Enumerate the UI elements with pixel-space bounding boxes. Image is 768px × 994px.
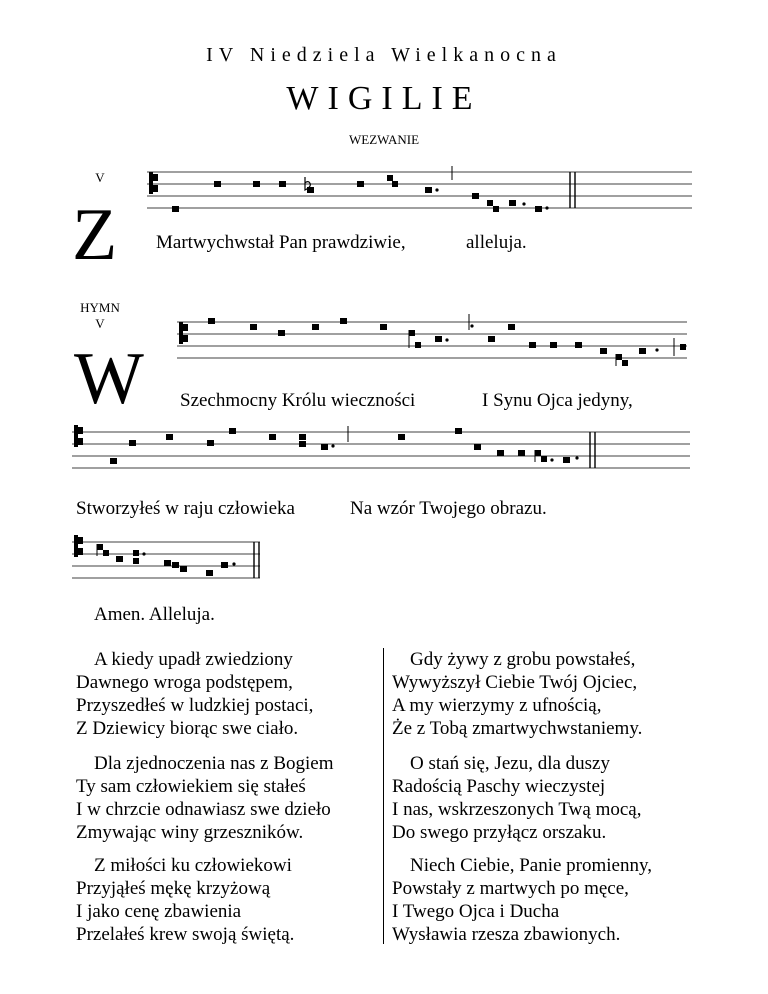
- stanza-line: Niech Ciebie, Panie promienny,: [410, 855, 653, 876]
- stanza-line: I jako cenę zbawienia: [76, 901, 242, 922]
- stanza-left-3: [76, 854, 294, 946]
- invitatory-text-2: alleluja.: [466, 232, 527, 253]
- stanza-line: I Twego Ojca i Ducha: [392, 901, 560, 922]
- column-divider: [383, 648, 384, 944]
- invitatory-initial: Z: [72, 194, 118, 276]
- stanza-line: Dla zjednoczenia nas z Bogiem: [94, 753, 334, 774]
- hymn-initial: W: [74, 338, 144, 420]
- hymn-amen: Amen. Alleluja.: [94, 604, 215, 625]
- invitatory-mode: V: [95, 170, 105, 185]
- stanza-line: I nas, wskrzeszonych Twą mocą,: [392, 799, 642, 820]
- stanza-line: O stań się, Jezu, dla duszy: [410, 753, 610, 774]
- stanza-line: Radością Paschy wieczystej: [392, 776, 606, 797]
- stanza-line: Wywyższył Ciebie Twój Ojciec,: [392, 672, 638, 693]
- hymn-staff-3: [72, 530, 264, 590]
- stanza-left-1: [76, 648, 313, 740]
- feast-title: IV Niedziela Wielkanocna: [206, 44, 562, 66]
- stanza-line: Z Dziewicy biorąc swe ciało.: [76, 718, 299, 739]
- stanza-right-2: [392, 752, 641, 844]
- stanza-line: Ty sam człowiekiem się stałeś: [76, 776, 306, 797]
- stanza-line: Przyjąłeś mękę krzyżową: [76, 878, 271, 899]
- stanza-line: Z miłości ku człowiekowi: [94, 855, 292, 876]
- stanza-line: Zmywając winy grzeszników.: [76, 822, 304, 843]
- hymn-label: HYMN: [80, 300, 120, 315]
- stanza-line: Przyszedłeś w ludzkiej postaci,: [76, 695, 314, 716]
- stanza-line: Przelałeś krew swoją świętą.: [76, 924, 295, 945]
- stanza-line: Że z Tobą zmartwychwstaniemy.: [392, 718, 643, 739]
- hymn-line1-b: I Synu Ojca jedyny,: [482, 390, 633, 411]
- stanza-line: A my wierzymy z ufnością,: [392, 695, 602, 716]
- stanza-line: Dawnego wroga podstępem,: [76, 672, 293, 693]
- stanza-line: Wysławia rzesza zbawionych.: [392, 924, 621, 945]
- stanza-line: Gdy żywy z grobu powstałeś,: [410, 649, 636, 670]
- stanza-line: I w chrzcie odnawiasz swe dzieło: [76, 799, 331, 820]
- hymn-line1-a: Szechmocny Królu wieczności: [180, 390, 416, 411]
- stanza-right-3: [392, 854, 652, 946]
- hymn-line2-a: Stworzyłeś w raju człowieka: [76, 498, 295, 519]
- stanza-line: A kiedy upadł zwiedziony: [94, 649, 293, 670]
- stanza-line: Powstały z martwych po męce,: [392, 878, 629, 899]
- hymn-line2-b: Na wzór Twojego obrazu.: [350, 498, 547, 519]
- stanza-left-2: [76, 752, 334, 844]
- invitatory-staff: [147, 160, 695, 220]
- stanza-right-1: [392, 648, 642, 740]
- section-label: WEZWANIE: [348, 132, 420, 147]
- stanza-line: Do swego przyłącz orszaku.: [392, 822, 607, 843]
- hymn-staff-2: [72, 420, 694, 480]
- hymn-staff-1: [177, 310, 689, 370]
- invitatory-text-1: Martwychwstał Pan prawdziwie,: [156, 232, 406, 253]
- office-title: WIGILIE: [286, 80, 482, 117]
- hymn-mode: V: [95, 316, 105, 331]
